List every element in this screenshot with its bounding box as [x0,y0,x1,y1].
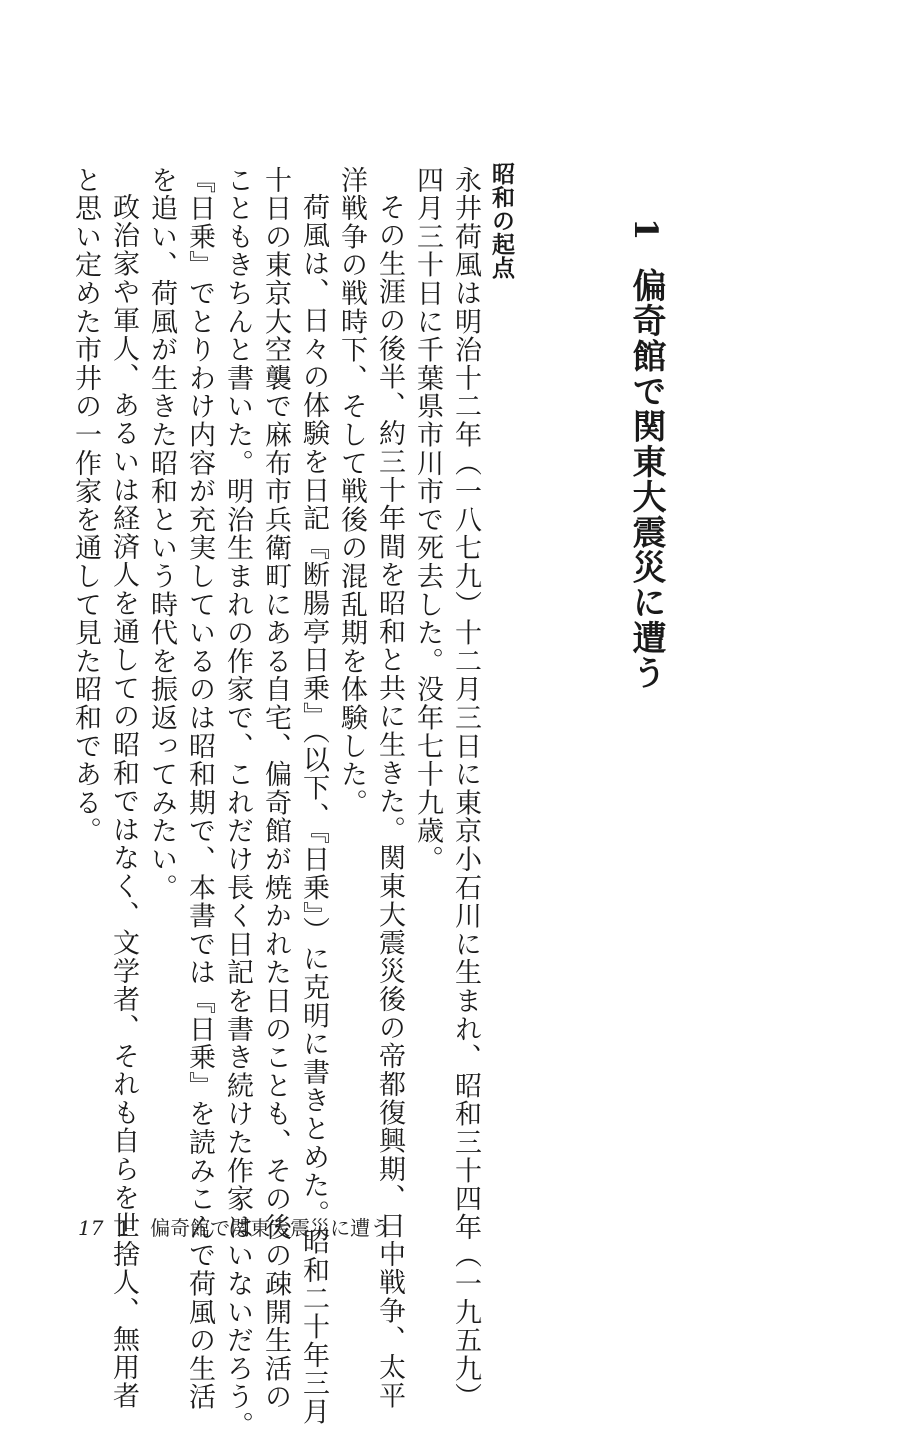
section-heading: 昭和の起点 [488,162,514,280]
body-line-8: 『日乗』でとりわけ内容が充実しているのは昭和期で、本書では『日乗』を読みこんで荷風の生活 [184,166,215,1412]
body-line-3: その生涯の後半、約三十年間を昭和と共に生きた。関東大震災後の帝都復興期、日中戦争、太平 [374,193,405,1410]
chapter-title: 偏奇館で関東大震災に遭う [626,268,666,691]
page-number: 17 [78,1216,104,1240]
body-line-9: を追い、荷風が生きた昭和という時代を振返ってみたい。 [146,166,177,902]
body-line-4: 洋戦争の戦時下、そして戦後の混乱期を体験した。 [336,166,367,817]
body-line-2: 四月三十日に千葉県市川市で死去した。没年七十九歳。 [412,166,443,874]
body-line-5: 荷風は、日々の体験を日記『断腸亭日乗』（以下、『日乗』）に克明に書きとめた。昭和二十年三月 [298,193,329,1426]
body-line-10: 政治家や軍人、あるいは経済人を通しての昭和ではなく、文学者、それも自らを世捨人、無用者 [108,193,139,1410]
running-head: 1 偏奇館で関東大震災に遭う [117,1216,391,1240]
chapter-number: 1 [627,218,665,241]
body-line-1: 永井荷風は明治十二年（一八七九）十二月三日に東京小石川に生まれ、昭和三十四年（一九五九） [450,166,481,1412]
body-line-7: こともきちんと書いた。明治生まれの作家で、これだけ長く日記を書き続けた作家はいないだろう。 [222,166,253,1440]
page-footer [78,1212,390,1241]
body-line-6: 十日の東京大空襲で麻布市兵衛町にある自宅、偏奇館が焼かれた日のことも、その後の疎開生活の [260,166,291,1412]
body-line-11: と思い定めた市井の一作家を通して見た昭和である。 [70,166,101,846]
